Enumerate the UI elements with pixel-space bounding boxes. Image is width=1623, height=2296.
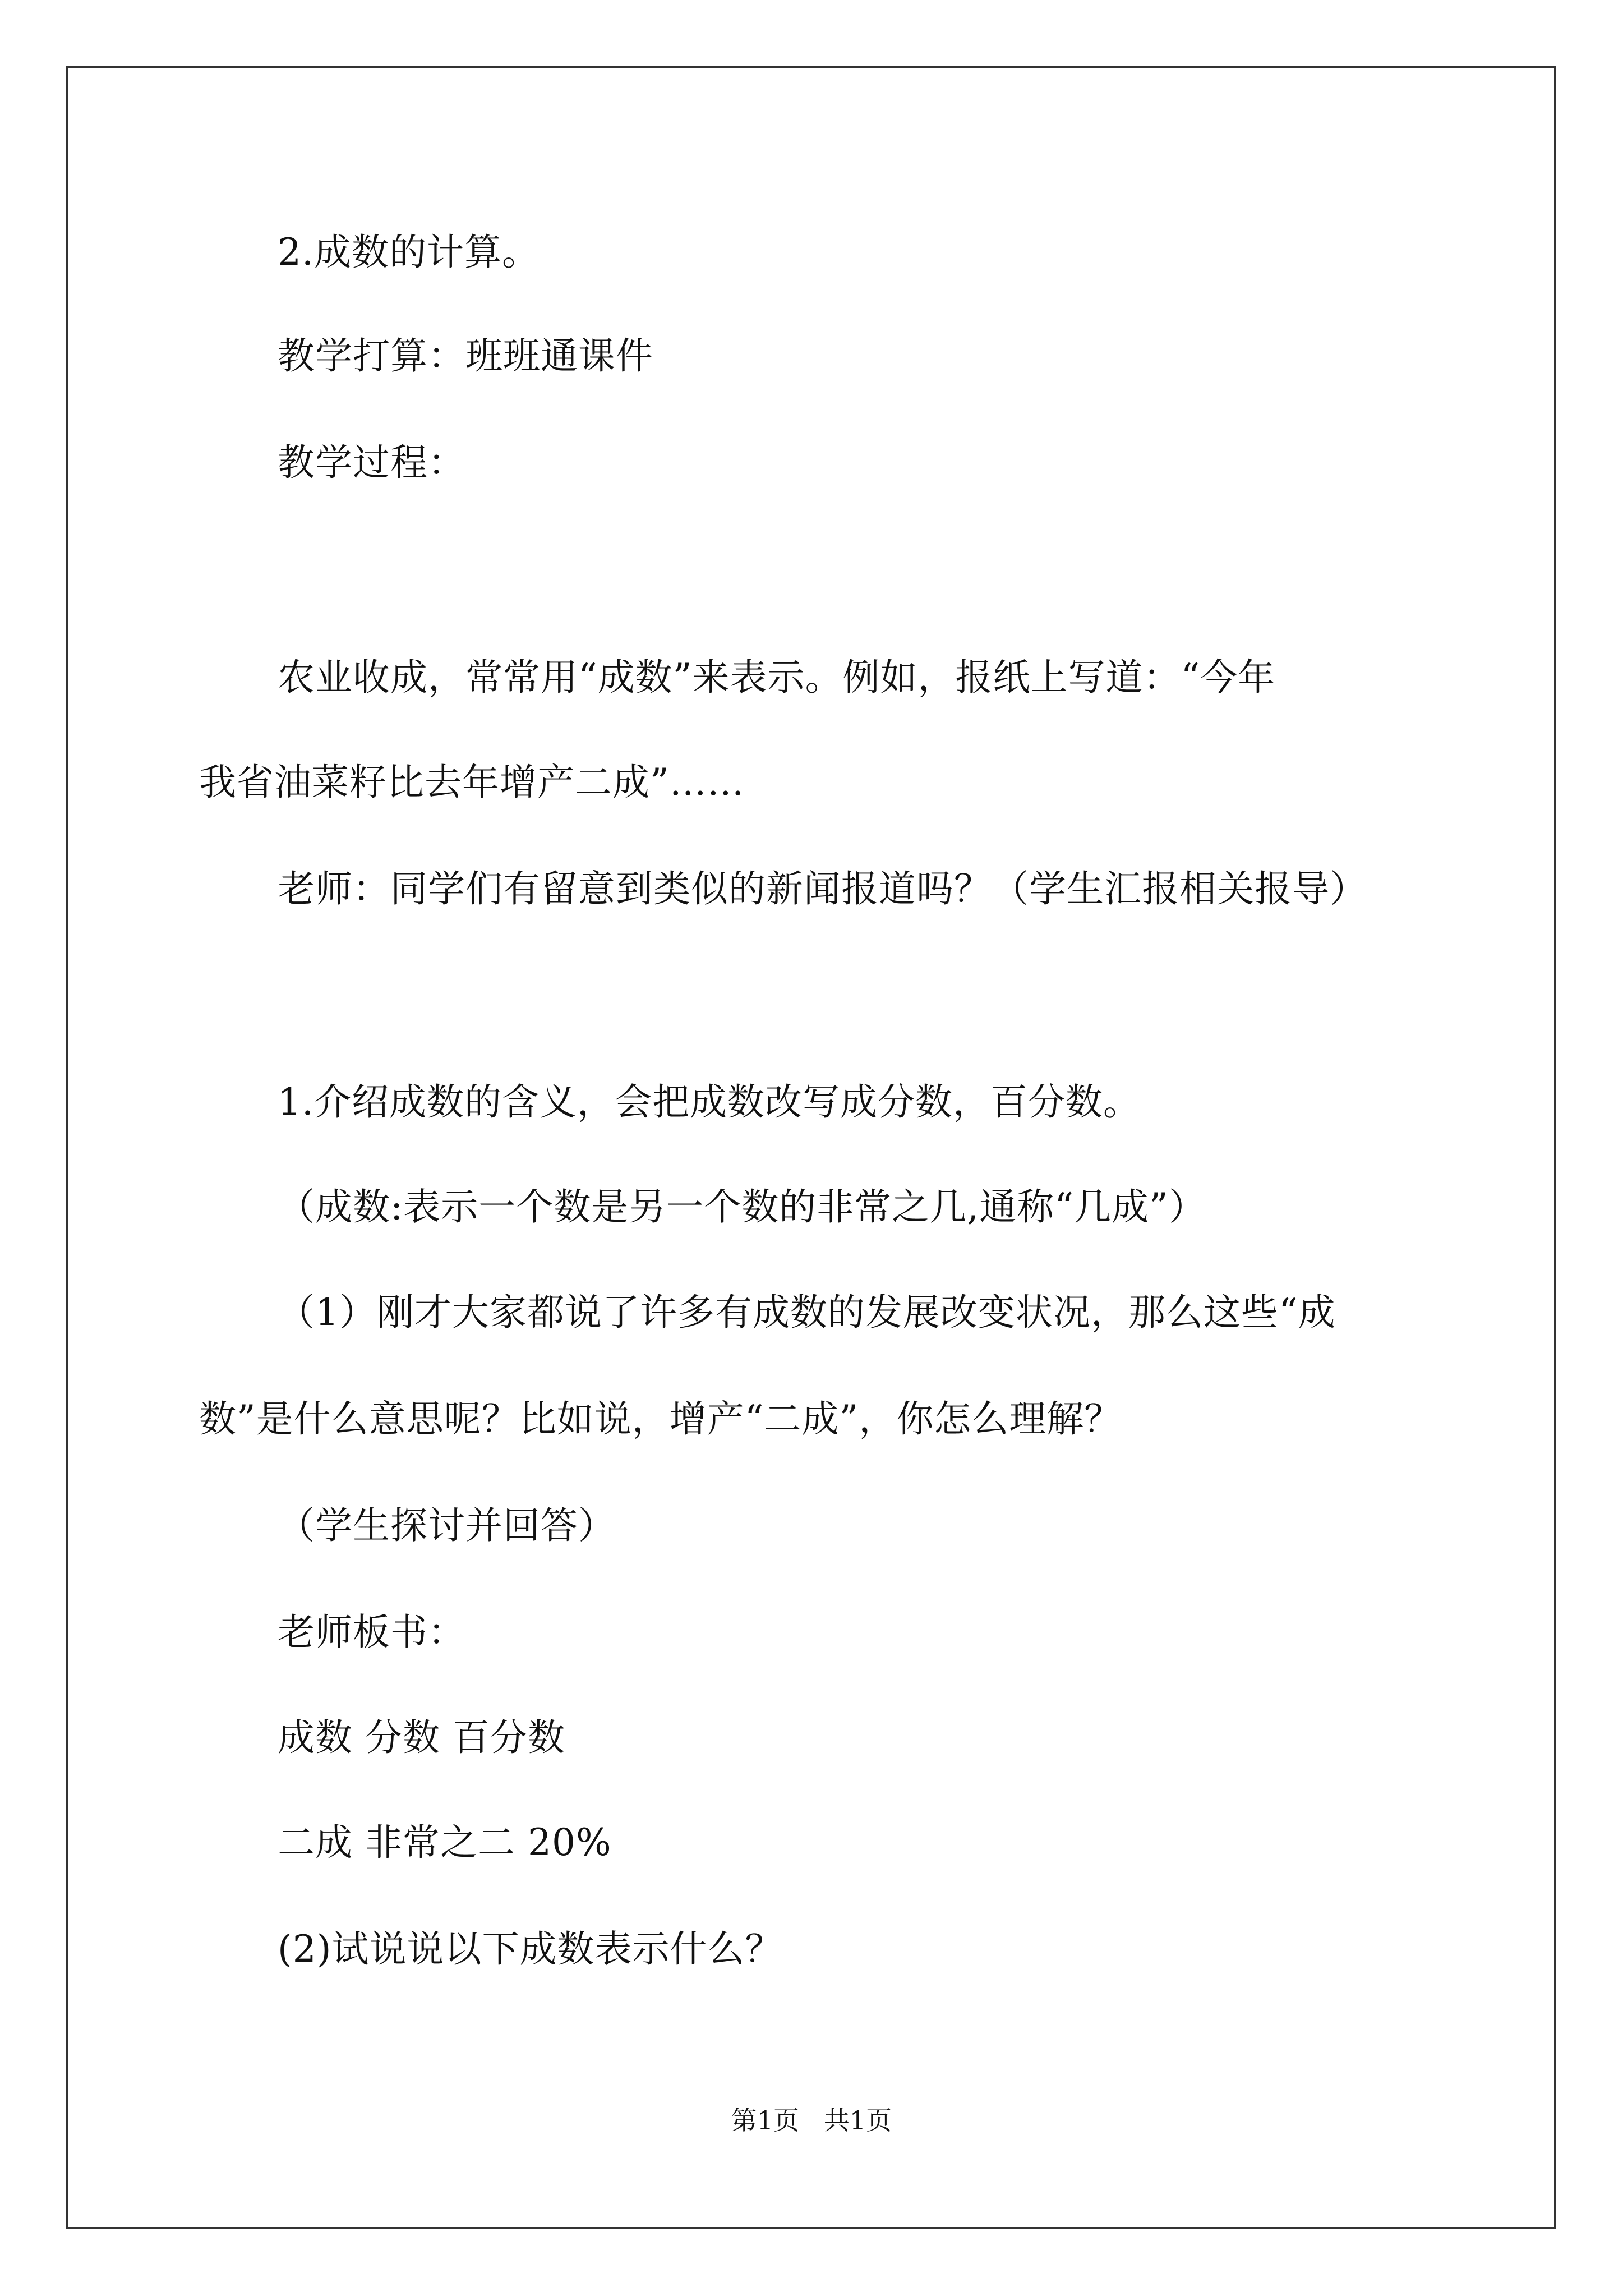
paragraph-teaching-process: 教学过程： — [278, 441, 465, 484]
paragraph-teacher-question: 老师：同学们有留意到类似的新闻报道吗？（学生汇报相关报导） — [278, 867, 1367, 910]
page-footer: 第1页 共1页 — [731, 2105, 892, 2136]
paragraph-question-2: (2)试说说以下成数表示什么？ — [278, 1927, 783, 1971]
paragraph-student-discussion: （学生探讨并回答） — [278, 1504, 616, 1547]
paragraph-table-header: 成数 分数 百分数 — [278, 1716, 565, 1759]
paragraph-question-1-line-1: （1）刚才大家都说了许多有成数的发展改变状况，那么这些“成 — [278, 1291, 1336, 1334]
paragraph-intro-line-2: 我省油菜籽比去年增产二成”…… — [199, 761, 745, 804]
paragraph-board-writing: 老师板书： — [278, 1611, 465, 1654]
paragraph-teaching-preparation: 教学打算：班班通课件 — [278, 334, 653, 378]
paragraph-section-heading: 2.成数的计算。 — [278, 231, 540, 274]
paragraph-point-1: 1.介绍成数的含义，会把成数改写成分数，百分数。 — [278, 1080, 1141, 1124]
paragraph-definition: （成数:表示一个数是另一个数的非常之几,通称“几成”） — [278, 1185, 1206, 1228]
paragraph-intro-line-1: 农业收成，常常用“成数”来表示。例如，报纸上写道：“今年 — [278, 656, 1276, 699]
paragraph-table-row: 二成 非常之二 20% — [278, 1821, 612, 1864]
paragraph-question-1-line-2: 数”是什么意思呢？比如说，增产“二成”，你怎么理解？ — [199, 1397, 1122, 1441]
